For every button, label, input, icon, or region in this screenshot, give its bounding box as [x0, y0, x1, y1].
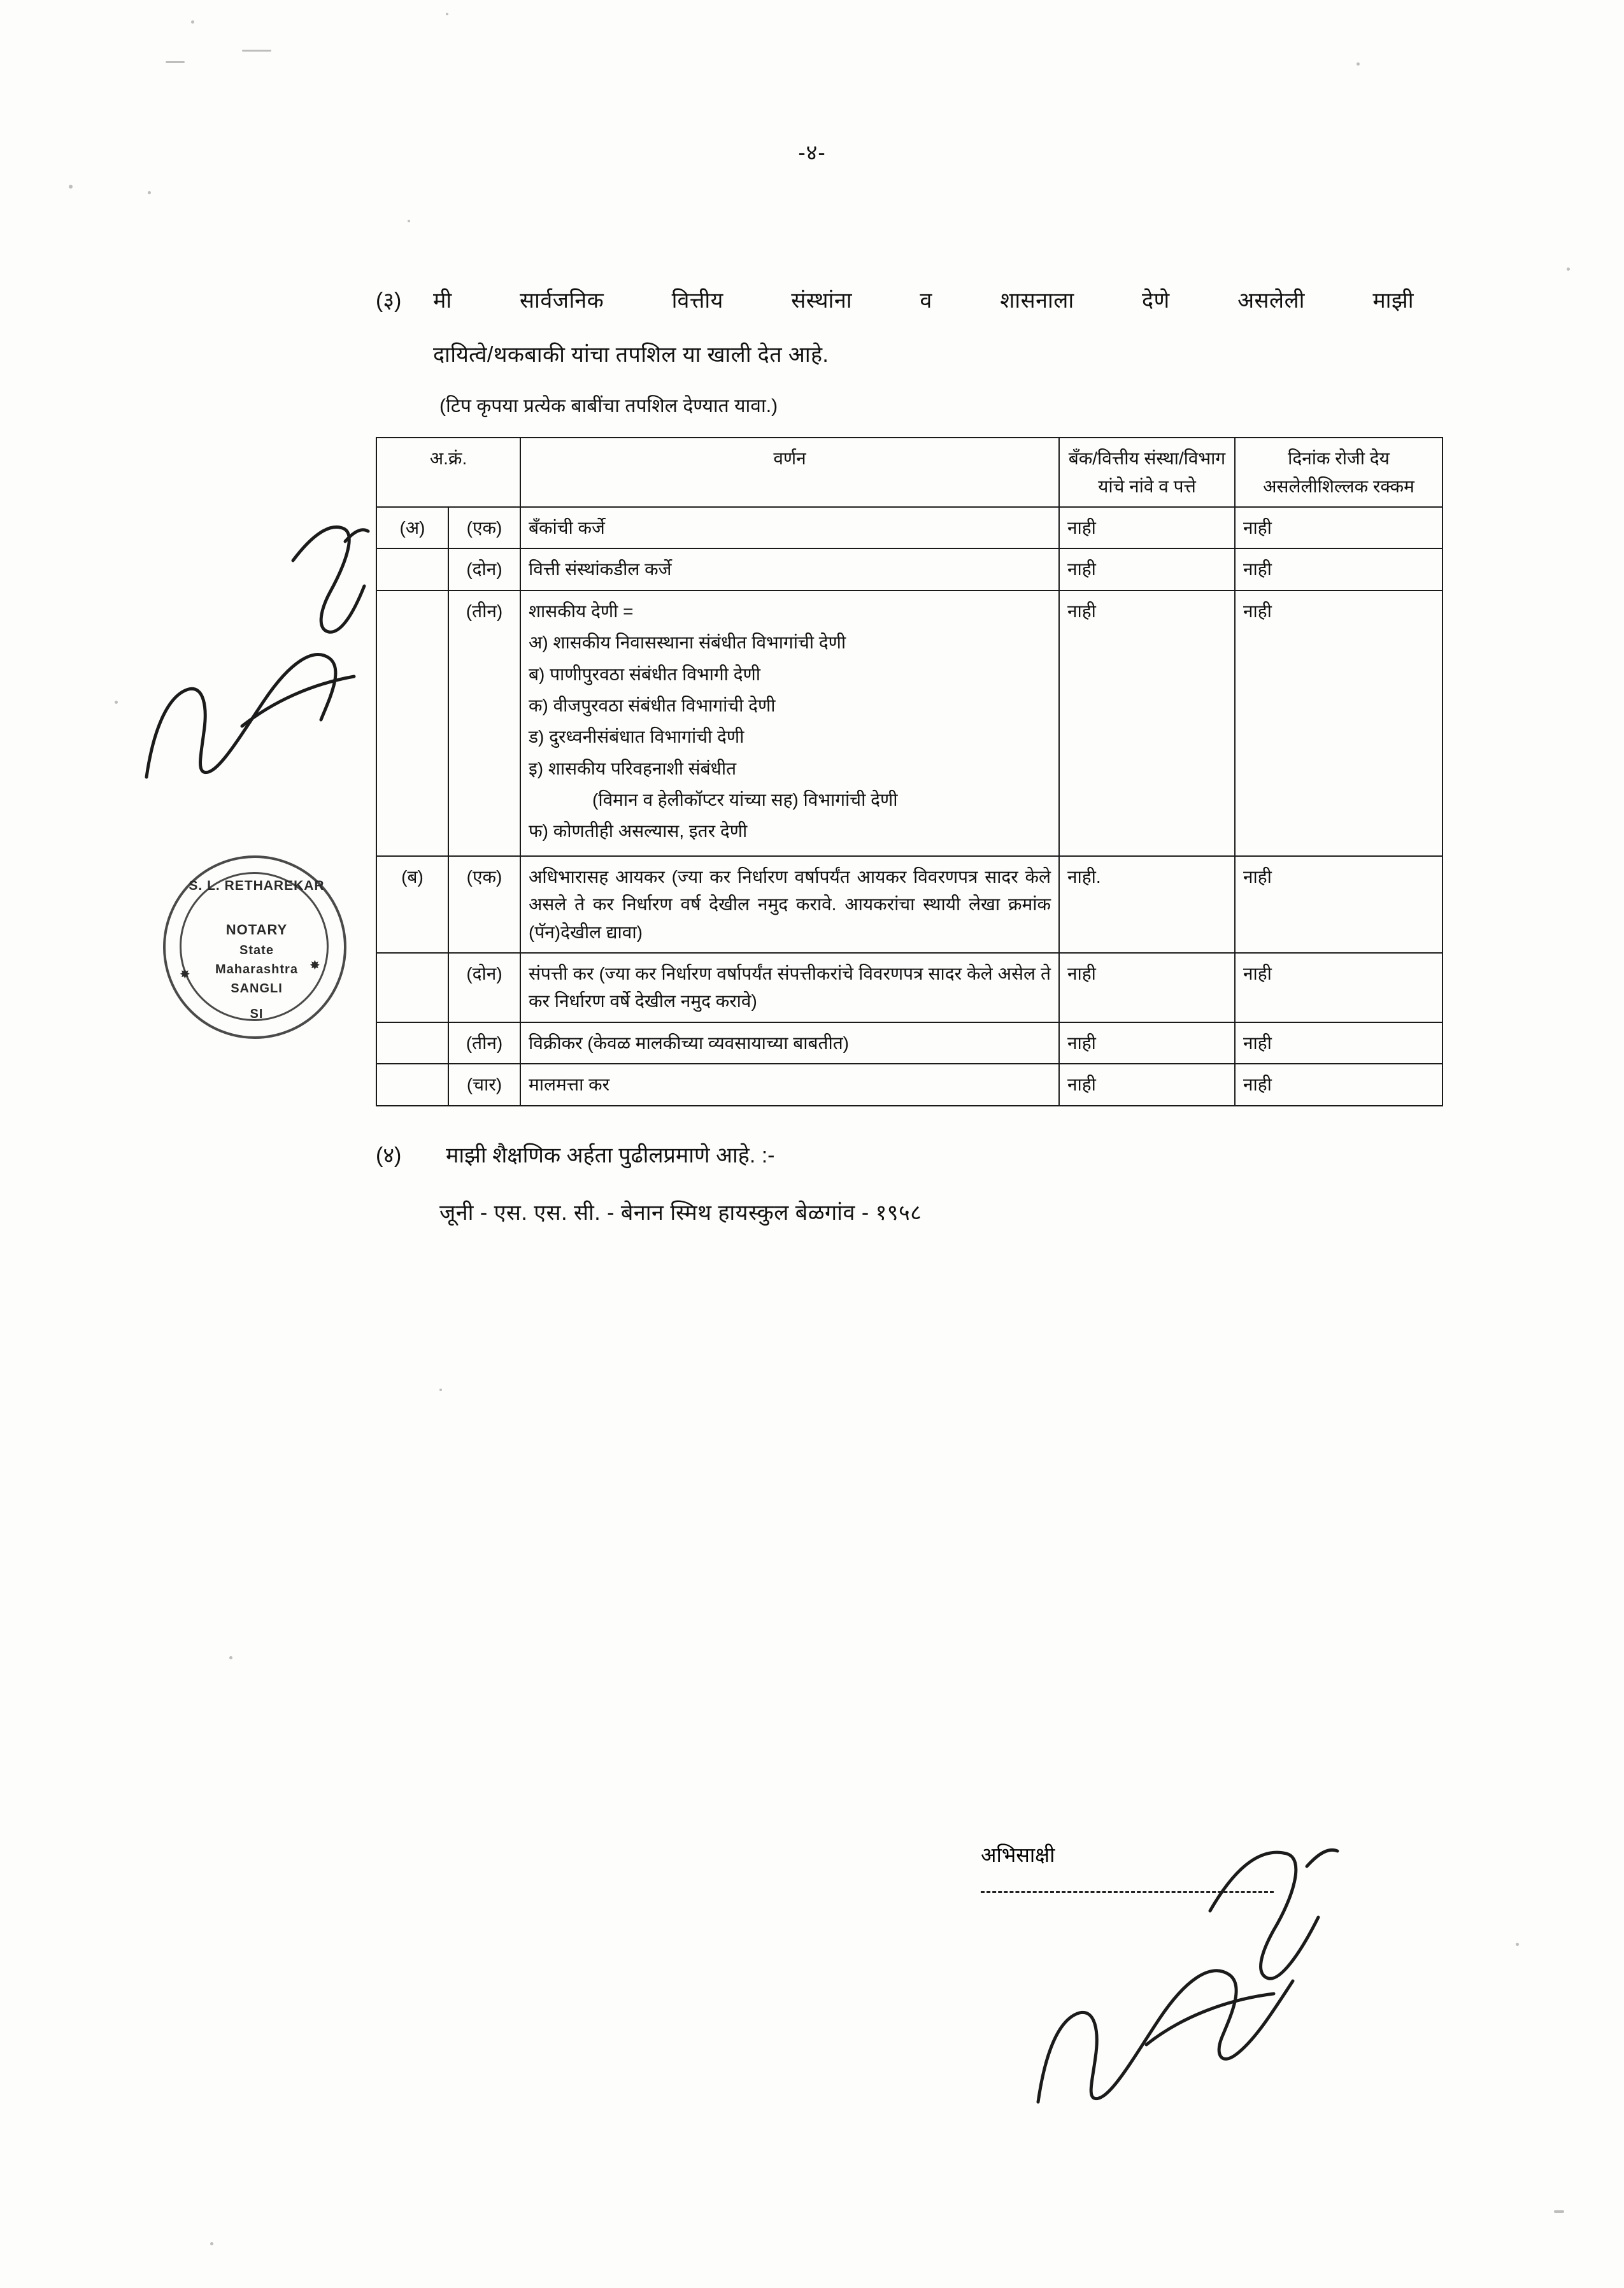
scan-speck	[242, 50, 271, 52]
stamp-star-left: ✸	[180, 968, 190, 982]
row-sub: (एक)	[448, 856, 520, 953]
stamp-name: S. L. RETHAREKAR	[189, 878, 325, 893]
row-subitem: फ) कोणतीही असल्यास, इतर देणी	[529, 821, 748, 841]
row-amount: नाही	[1235, 590, 1442, 856]
row-group: (ब)	[376, 856, 448, 953]
row-sub: (तीन)	[448, 1022, 520, 1064]
clause-4	[376, 1140, 1414, 1169]
clause-3-line-1: मी सार्वजनिक वित्तीय संस्थांना व शासनाला देणे असलेली माझी	[433, 289, 1414, 313]
clause-4-text: माझी शैक्षणिक अर्हता पुढीलप्रमाणे आहे. :-	[446, 1143, 775, 1168]
row-group: (अ)	[376, 507, 448, 548]
scan-speck	[1357, 62, 1360, 66]
stamp-line-1: NOTARY	[225, 922, 288, 938]
row-institution: नाही	[1059, 590, 1235, 856]
table-header-row	[376, 438, 1442, 507]
row-group	[376, 1022, 448, 1064]
clause-3-line-2: दायित्वे/थकबाकी यांचा तपशिल या खाली देत आहे.	[433, 342, 829, 367]
row-description	[520, 590, 1059, 856]
scan-speck	[166, 61, 185, 63]
table-row	[376, 1064, 1442, 1105]
header-institution: बँक/वित्तीय संस्था/विभाग यांचे नांवे व पत्ते	[1059, 438, 1235, 507]
scan-speck	[229, 1656, 232, 1659]
table-row	[376, 590, 1442, 856]
page-number: -४-	[798, 141, 826, 165]
row-description-title: शासकीय देणी =	[529, 601, 634, 621]
row-description: विक्रीकर (केवळ मालकीच्या व्यवसायाच्या बाबतीत)	[520, 1022, 1059, 1064]
row-sub: (तीन)	[448, 590, 520, 856]
row-institution: नाही	[1059, 953, 1235, 1022]
row-institution: नाही.	[1059, 856, 1235, 953]
scan-speck	[210, 2242, 213, 2245]
document-body	[376, 280, 1414, 1226]
row-amount: नाही	[1235, 856, 1442, 953]
row-subitem: ड) दुरध्वनीसंबंधात विभागांची देणी	[529, 727, 744, 747]
row-amount: नाही	[1235, 507, 1442, 548]
row-subitem: इ) शासकीय परिवहनाशी संबंधीत	[529, 758, 737, 778]
row-sub: (एक)	[448, 507, 520, 548]
row-institution: नाही	[1059, 1064, 1235, 1105]
row-group	[376, 953, 448, 1022]
scan-speck	[1567, 268, 1570, 271]
row-description: वित्ती संस्थांकडील कर्जे	[520, 548, 1059, 590]
stamp-line-2: State	[239, 943, 274, 957]
scan-speck	[408, 220, 410, 222]
scan-speck	[191, 20, 194, 24]
scan-speck	[69, 185, 73, 189]
row-group	[376, 548, 448, 590]
row-sub: (दोन)	[448, 548, 520, 590]
row-description: संपत्ती कर (ज्या कर निर्धारण वर्षापर्यंत संपत्तीकरांचे विवरणपत्र सादर केले असेल ते कर निर्धारण वर्षे देखील नमुद करावे)	[520, 953, 1059, 1022]
row-amount: नाही	[1235, 548, 1442, 590]
clause-4-number: (४)	[376, 1143, 402, 1168]
clause-3	[376, 280, 1414, 375]
row-subitem: क) वीजपुरवठा संबंधीत विभागांची देणी	[529, 695, 776, 715]
signature-label: अभिसाक्षी	[981, 1843, 1055, 1866]
notary-stamp	[158, 850, 355, 1041]
table-row	[376, 548, 1442, 590]
stamp-star-right: ✸	[310, 959, 320, 973]
table-row	[376, 953, 1442, 1022]
stamp-line-3: Maharashtra	[215, 962, 298, 976]
row-subitem: अ) शासकीय निवासस्थाना संबंधीत विभागांची देणी	[529, 633, 846, 653]
liabilities-table	[376, 437, 1443, 1106]
table-row	[376, 507, 1442, 548]
handwritten-signature-margin	[134, 516, 376, 790]
row-subitem-list	[529, 629, 1051, 845]
header-amount: दिनांक रोजी देय असलेलीशिल्लक रक्कम	[1235, 438, 1442, 507]
row-institution: नाही	[1059, 507, 1235, 548]
scan-speck	[115, 701, 118, 704]
row-group	[376, 1064, 448, 1105]
clause-3-number: (३)	[376, 289, 402, 313]
scan-speck	[1516, 1943, 1519, 1946]
scan-speck	[446, 13, 448, 15]
scan-speck	[439, 1389, 442, 1391]
clause-3-note: (टिप कृपया प्रत्येक बाबींचा तपशिल देण्यात यावा.)	[439, 396, 778, 417]
row-institution: नाही	[1059, 1022, 1235, 1064]
signature-block	[981, 1841, 1337, 1893]
scan-speck	[1554, 2210, 1564, 2213]
stamp-line-4: SANGLI	[231, 982, 283, 996]
row-amount: नाही	[1235, 1022, 1442, 1064]
header-description: वर्णन	[520, 438, 1059, 507]
row-amount: नाही	[1235, 1064, 1442, 1105]
row-amount: नाही	[1235, 953, 1442, 1022]
scan-speck	[148, 191, 151, 194]
header-sr: अ.क्रं.	[376, 438, 520, 507]
row-sub: (चार)	[448, 1064, 520, 1105]
stamp-line-5: SI	[250, 1007, 264, 1021]
row-institution: नाही	[1059, 548, 1235, 590]
table-row	[376, 856, 1442, 953]
row-description: अधिभारासह आयकर (ज्या कर निर्धारण वर्षापर्यंत आयकर विवरणपत्र सादर केले असले ते कर निर्धारण वर्ष देखील नमुद करावे. आयकरांचा स्थायी लेखा क्रमांक (पॅन)देखील द्यावा)	[520, 856, 1059, 953]
row-group	[376, 590, 448, 856]
row-subitem: (विमान व हेलीकॉप्टर यांच्या सह) विभागांची देणी	[592, 790, 898, 810]
row-description: मालमत्ता कर	[520, 1064, 1059, 1105]
row-sub: (दोन)	[448, 953, 520, 1022]
table-row	[376, 1022, 1442, 1064]
row-subitem: ब) पाणीपुरवठा संबंधीत विभागी देणी	[529, 664, 761, 684]
signature-line	[981, 1891, 1274, 1893]
row-description: बँकांची कर्जे	[520, 507, 1059, 548]
education-entry: जूनी - एस. एस. सी. - बेनान स्मिथ हायस्कुल बेळगांव - १९५८	[439, 1200, 922, 1225]
